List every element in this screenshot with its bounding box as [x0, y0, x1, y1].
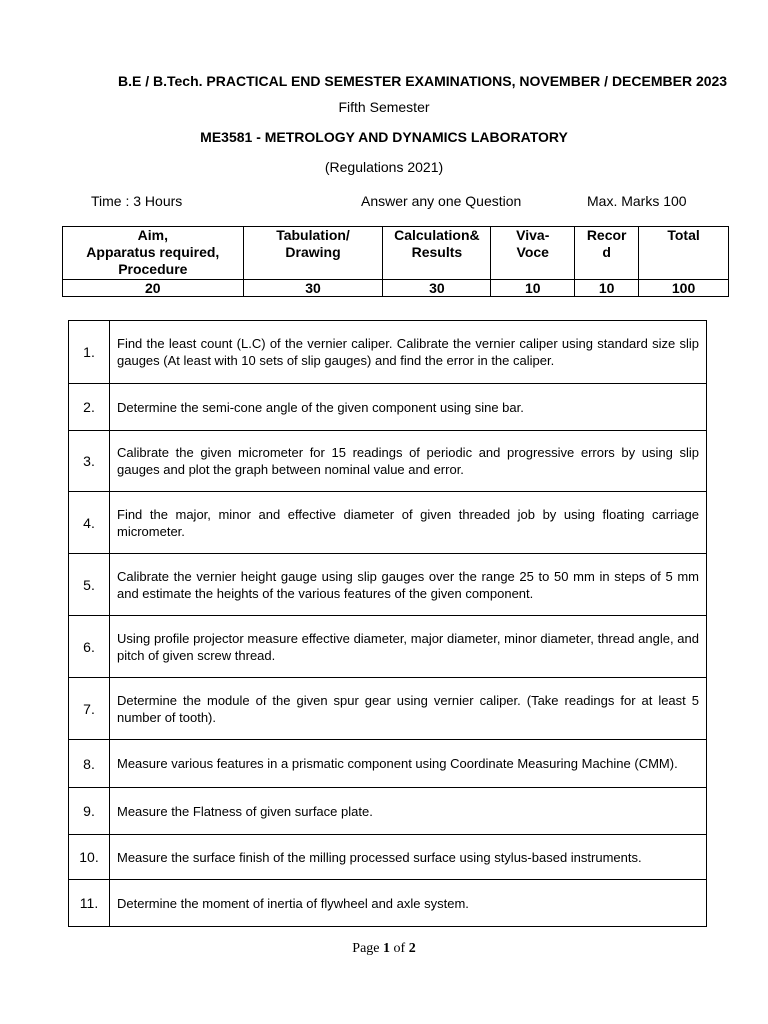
- question-row: [69, 554, 707, 616]
- question-row: [69, 616, 707, 678]
- question-number: 7.: [69, 678, 110, 740]
- marks-header-row: [63, 227, 729, 280]
- page-label: Page: [352, 941, 380, 956]
- question-number: 5.: [69, 554, 110, 616]
- question-text: Find the major, minor and effective diameter of given threaded job by using floating carriage micrometer.: [110, 492, 707, 554]
- semester-label: Fifth Semester: [338, 99, 430, 115]
- marks-header-cell: Aim, Apparatus required, Procedure: [63, 227, 244, 280]
- marks-header-cell: Calculation& Results: [383, 227, 491, 280]
- page-of: of: [393, 941, 406, 956]
- marks-distribution-table: [62, 226, 729, 297]
- question-text: Measure the Flatness of given surface plate.: [110, 788, 707, 835]
- question-number: 11.: [69, 880, 110, 927]
- marks-header-cell: Viva- Voce: [491, 227, 575, 280]
- question-text: Find the least count (L.C) of the vernier caliper. Calibrate the vernier caliper using standard size slip gauges (At least with 10 sets of slip gauges) and find the error in the caliper.: [110, 321, 707, 384]
- marks-value-cell: 30: [383, 280, 491, 297]
- time-label: Time : 3 Hours: [91, 193, 183, 209]
- marks-value-cell: 10: [575, 280, 639, 297]
- max-marks-label: Max. Marks 100: [587, 193, 687, 209]
- instruction-label: Answer any one Question: [361, 193, 522, 209]
- question-text: Determine the moment of inertia of flywheel and axle system.: [110, 880, 707, 927]
- question-number: 3.: [69, 431, 110, 492]
- page-total: 2: [408, 941, 416, 956]
- question-number: 1.: [69, 321, 110, 384]
- marks-header-cell: Recor d: [575, 227, 639, 280]
- question-text: Calibrate the vernier height gauge using slip gauges over the range 25 to 50 mm in steps of 5 mm and estimate the heights of the various features of the given component.: [110, 554, 707, 616]
- marks-value-cell: 10: [491, 280, 575, 297]
- question-row: [69, 678, 707, 740]
- question-text: Measure various features in a prismatic component using Coordinate Measuring Machine (CMM).: [110, 740, 707, 788]
- page-footer: [0, 941, 768, 957]
- question-row: [69, 492, 707, 554]
- question-number: 2.: [69, 384, 110, 431]
- question-number: 10.: [69, 835, 110, 880]
- regulations-label: (Regulations 2021): [324, 159, 444, 175]
- question-number: 8.: [69, 740, 110, 788]
- marks-value-cell: 30: [243, 280, 383, 297]
- question-row: [69, 384, 707, 431]
- question-row: [69, 835, 707, 880]
- question-text: Determine the module of the given spur gear using vernier caliper. (Take readings for at least 5 number of tooth).: [110, 678, 707, 740]
- questions-table: [68, 320, 707, 927]
- marks-header-cell: Total: [639, 227, 729, 280]
- question-number: 4.: [69, 492, 110, 554]
- question-row: [69, 321, 707, 384]
- exam-title: B.E / B.Tech. PRACTICAL END SEMESTER EXAMINATIONS, NOVEMBER / DECEMBER 2023: [118, 73, 728, 89]
- question-number: 6.: [69, 616, 110, 678]
- subject-title: ME3581 - METROLOGY AND DYNAMICS LABORATORY: [200, 129, 568, 145]
- question-row: [69, 740, 707, 788]
- question-text: Calibrate the given micrometer for 15 readings of periodic and progressive errors by using slip gauges and plot the graph between nominal value and error.: [110, 431, 707, 492]
- question-number: 9.: [69, 788, 110, 835]
- question-text: Using profile projector measure effective diameter, major diameter, minor diameter, thread angle, and pitch of given screw thread.: [110, 616, 707, 678]
- question-text: Measure the surface finish of the milling processed surface using stylus-based instruments.: [110, 835, 707, 880]
- question-row: [69, 788, 707, 835]
- question-row: [69, 880, 707, 927]
- question-row: [69, 431, 707, 492]
- page-current: 1: [383, 941, 391, 956]
- question-text: Determine the semi-cone angle of the given component using sine bar.: [110, 384, 707, 431]
- marks-values-row: [63, 280, 729, 297]
- marks-header-cell: Tabulation/ Drawing: [243, 227, 383, 280]
- marks-value-cell: 100: [639, 280, 729, 297]
- marks-value-cell: 20: [63, 280, 244, 297]
